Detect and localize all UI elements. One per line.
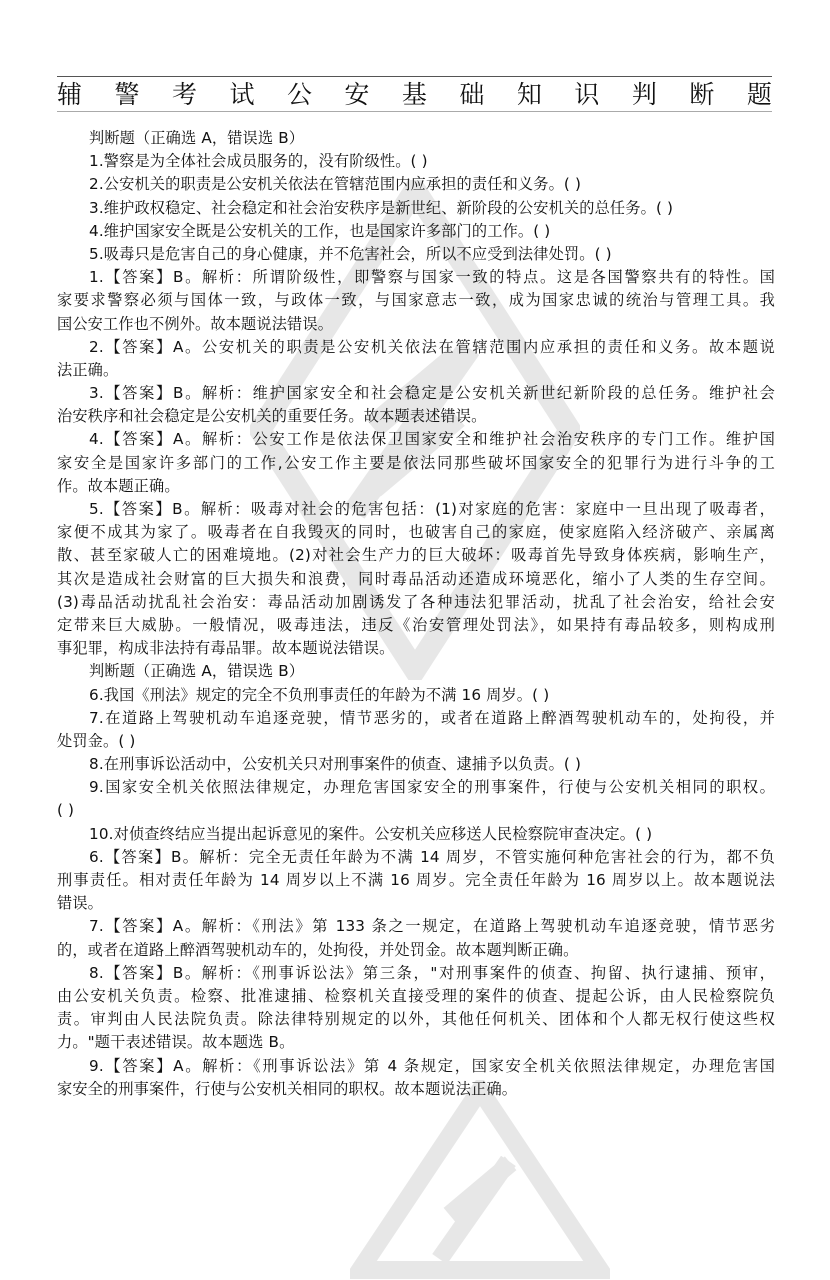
title-char: 题 [746,80,772,109]
watermark-logo-icon [350,1080,610,1280]
answer-explanation: 家便不成其为家了。吸毒者在自我毁灭的同时，也破害自己的家庭，使家庭陷入经济破产、亲属离 [57,523,775,542]
answer-explanation: 家安全的刑事案件，行使与公安机关相同的职权。故本题说法正确。 [57,1079,518,1098]
answer-explanation: 1.【答案】B。解析：所谓阶级性，即警察与国家一致的特点。这是各国警察共有的特性。国 [89,268,775,287]
question-item: 5.吸毒只是危害自己的身心健康，并不危害社会，所以不应受到法律处罚。( ) [89,244,612,263]
question-item: 8.在刑事诉讼活动中，公安机关只对刑事案件的侦查、逮捕予以负责。( ) [89,755,582,774]
question-item: 处罚金。( ) [57,731,136,750]
section-instruction: 判断题（正确选 A，错误选 B） [89,662,305,681]
answer-explanation: 法正确。 [57,360,119,379]
question-item: 3.维护政权稳定、社会稳定和社会治安秩序是新世纪、新阶段的公安机关的总任务。( ) [89,198,674,217]
question-item: ( ) [57,801,75,820]
answer-explanation: 刑事责任。相对责任年龄为 14 周岁以上不满 16 周岁。完全责任年龄为 16 周岁以上。故本题说法 [57,871,775,889]
title-char: 识 [574,80,600,109]
answer-explanation: 7.【答案】A。解析：《刑法》第 133 条之一规定，在道路上驾驶机动车追逐竞驶，情节恶劣 [89,917,775,936]
section-instruction: 判断题（正确选 A，错误选 B） [89,129,305,147]
title-char: 警 [114,80,140,109]
title-char: 础 [459,80,485,109]
title-char: 安 [344,80,370,109]
answer-explanation: (3)毒品活动扰乱社会治安：毒品活动加剧诱发了各种违法犯罪活动，扰乱了社会治安，给社会安 [57,592,775,611]
question-item: 9.国家安全机关依照法律规定，办理危害国家安全的刑事案件，行使与公安机关相同的职权。 [89,778,775,797]
title-char: 辅 [57,80,83,109]
header-rule-bottom [57,111,772,112]
answer-explanation: 事犯罪，构成非法持有毒品罪。故本题说法错误。 [57,639,395,658]
answer-explanation: 散、甚至家破人亡的困难境地。(2)对社会生产力的巨大破坏：吸毒首先导致身体疾病，影响生产， [57,546,775,565]
answer-explanation: 错误。 [57,894,104,913]
question-item: 4.维护国家安全既是公安机关的工作，也是国家许多部门的工作。( ) [89,221,551,240]
answer-explanation: 国公安工作也不例外。故本题说法错误。 [57,314,334,333]
answer-explanation: 其次是造成社会财富的巨大损失和浪费，同时毒品活动还造成环境恶化，缩小了人类的生存空间。 [57,569,775,588]
title-char: 基 [401,80,427,109]
answer-explanation: 家安全是国家许多部门的工作,公安工作主要是依法同那些破坏国家安全的犯罪行为进行斗争的工 [57,453,775,472]
title-char: 试 [229,80,255,109]
answer-explanation: 责。审判由人民法院负责。除法律特别规定的以外，其他任何机关、团体和个人都无权行使这些权 [57,1010,775,1029]
question-item: 7.在道路上驾驶机动车追逐竞驶，情节恶劣的，或者在道路上醉酒驾驶机动车的，处拘役，并 [89,708,775,727]
answer-explanation: 由公安机关负责。检察、批准逮捕、检察机关直接受理的案件的侦查、提起公诉，由人民检察院负 [57,986,775,1005]
answer-explanation: 6.【答案】B。解析：完全无责任年龄为不满 14 周岁，不管实施何种危害社会的行为，都不负 [89,847,775,866]
answer-explanation: 作。故本题正确。 [57,476,180,495]
answer-explanation: 8.【答案】B。解析：《刑事诉讼法》第三条，"对刑事案件的侦查、拘留、执行逮捕、预审， [89,963,775,982]
answer-explanation: 2.【答案】A。公安机关的职责是公安机关依法在管辖范围内应承担的责任和义务。故本题说 [89,337,775,356]
title-char: 判 [631,80,657,109]
answer-explanation: 9.【答案】A。解析：《刑事诉讼法》第 4 条规定，国家安全机关依照法律规定，办理危害国 [89,1056,775,1075]
document-body [57,127,775,1101]
page-title [57,80,772,110]
answer-explanation: 力。"题干表述错误。故本题选 B。 [57,1033,295,1052]
answer-explanation: 的，或者在道路上醉酒驾驶机动车的，处拘役，并处罚金。故本题判断正确。 [57,940,579,959]
answer-explanation: 5.【答案】B。解析：吸毒对社会的危害包括：(1)对家庭的危害：家庭中一旦出现了吸毒者， [89,500,775,518]
title-char: 公 [286,80,312,109]
title-char: 知 [516,80,542,109]
question-item: 10.对侦查终结应当提出起诉意见的案件。公安机关应移送人民检察院审查决定。( ) [89,824,653,843]
answer-explanation: 4.【答案】A。解析：公安工作是依法保卫国家安全和维护社会治安秩序的专门工作。维护国 [89,430,775,449]
question-item: 2.公安机关的职责是公安机关依法在管辖范围内应承担的责任和义务。( ) [89,175,582,194]
answer-explanation: 3.【答案】B。解析：维护国家安全和社会稳定是公安机关新世纪新阶段的总任务。维护社会 [89,384,775,403]
answer-explanation: 定带来巨大威胁。一般情况，吸毒违法，违反《治安管理处罚法》，如果持有毒品较多，则构成刑 [57,615,775,634]
title-char: 断 [689,80,715,109]
question-item: 6.我国《刑法》规定的完全不负刑事责任的年龄为不满 16 周岁。( ) [89,685,550,704]
answer-explanation: 家要求警察必须与国体一致，与政体一致，与国家意志一致，成为国家忠诚的统治与管理工具。我 [57,291,775,310]
question-item: 1.警察是为全体社会成员服务的，没有阶级性。( ) [89,152,428,171]
header-rule-top [57,76,772,77]
answer-explanation: 治安秩序和社会稳定是公安机关的重要任务。故本题表述错误。 [57,407,487,426]
title-char: 考 [171,80,197,109]
